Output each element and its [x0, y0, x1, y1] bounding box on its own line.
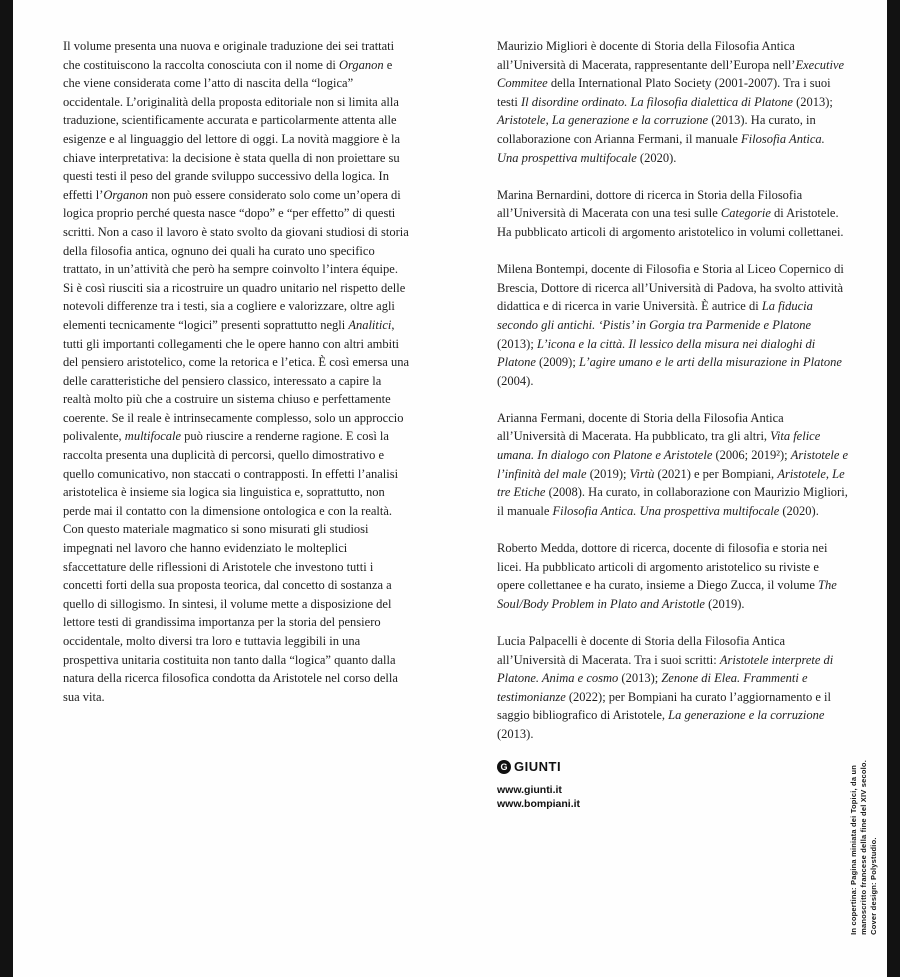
author-bios-column — [497, 37, 849, 811]
giunti-logo — [497, 758, 849, 777]
publisher-block — [497, 758, 849, 812]
bio-arianna-fermani: Arianna Fermani, docente di Storia della Filosofia Antica all’Università di Macerata. Ha pubblicato, tra gli altri, Vita felice umana. In dialogo con Platone e Aristotele (2006; 2019²); Aristotele e l’infinità del male (2019); Virtù (2021) e per Bompiani, Aristotele, Le tre Etiche (2008). Ha curato, in collaborazione con Maurizio Migliori, il manuale Filosofia Antica. Una prospettiva multifocale (2020). — [497, 410, 849, 518]
cover-edge-right — [887, 0, 900, 977]
bompiani-website: www.bompiani.it — [497, 797, 581, 810]
cover-credit-line-2: manoscritto francese della fine del XIV secolo. — [859, 760, 868, 935]
giunti-logo-icon: G — [497, 760, 511, 774]
giunti-website: www.giunti.it — [497, 784, 562, 797]
giunti-logo-text: GIUNTI — [514, 758, 562, 774]
cover-edge-left — [0, 0, 13, 977]
cover-credit-vertical-text — [849, 760, 879, 935]
volume-description-text: Il volume presenta una nuova e originale traduzione dei sei trattati che costituiscono la raccolta conosciuta con il nome di Organon e che viene considerata come l’atto di nascita della “logica” occidentale. L’originalità della proposta editoriale non si limita alla traduzione, scientificamente accurata e particolarmente attenta alle esigenze e al linguaggio del lettore di oggi. La novità maggiore è la chiave interpretativa: la decisione è stata quella di non proiettare su questi testi il peso del grande sviluppo successivo della logica. In effetti l’Organon non può essere considerato solo come un’opera di logica proprio perché questa nasce “dopo” e “per effetto” di questi scritti. Non a caso il lavoro è stato svolto da giovani studiosi di storia della filosofia antica, ognuno dei quali ha curato uno specifico trattato, in un’attività che però ha sempre coinvolto l’intera équipe. Si è così riusciti sia a ricostruire un quadro unitario nel rispetto delle notevoli differenze tra i testi, sia a cogliere e valorizzare, oltre agli elementi tecnicamente “logici” presenti soprattutto negli Analitici, tutti gli importanti collegamenti che le opere hanno con altri ambiti del pensiero aristotelico, come la retorica e l’etica. È così emersa una delle caratteristiche del pensiero classico, interessato a capire la realtà molto più che a costruire un sistema chiuso e perfettamente coerente. Se il reale è intrinsecamente complesso, solo un approccio polivalente, multifocale può riuscire a renderne ragione. E così la raccolta presenta una duplicità di percorsi, quello dimostrativo e quello comunicativo, non staccati o contrapposti. In effetti l’analisi aristotelica è insieme sia logica sia linguistica e, soprattutto, non perde mai il contatto con la dimensione ontologica e con la realtà. Con questo materiale magmatico si sono misurati gli studiosi impegnati nel lavoro che hanno evidenziato le molteplici sfaccettature delle riflessioni di Aristotele che investono tutti i concetti forti della sua proposta teorica, dal concetto di sostanza a quello di sillogismo. In sintesi, il volume mette a disposizione del lettore testi di grandissima importanza per la storia del pensiero occidentale, molto diversi tra loro e tuttavia leggibili in una prospettiva unitaria costituita non tanto dalla “logica” quanto dalla natura della ricerca filosofica condotta da Aristotele nel corso della sua vita. — [63, 39, 410, 704]
bio-lucia-palpacelli: Lucia Palpacelli è docente di Storia della Filosofia Antica all’Università di Macerata. Tra i suoi scritti: Aristotele interprete di Platone. Anima e cosmo (2013); Zenone di Elea. Frammenti e testimonianze (2022); per Bompiani ha curato l’aggiornamento e il saggio bibliografico di Aristotele, La generazione e la corruzione (2013). — [497, 634, 834, 741]
bio-maurizio-migliori: Maurizio Migliori è docente di Storia della Filosofia Antica all’Università di Macerata, rappresentante dell’Europa nell’Executive Commitee della International Plato Society (2001-2007). Tra i suoi testi Il disordine ordinato. La filosofia dialettica di Platone (2013); Aristotele, La generazione e la corruzione (2013). Ha curato, in collaborazione con Arianna Fermani, il manuale Filosofia Antica. Una prospettiva multifocale (2020). — [497, 39, 845, 165]
bio-roberto-medda: Roberto Medda, dottore di ricerca, docente di filosofia e storia nei licei. Ha pubblicato articoli di argomento aristotelico su riviste e opere collettanee e ha curato, insieme a Diego Zucca, il volume The Soul/Body Problem in Plato and Aristotle (2019). — [497, 541, 837, 611]
bio-marina-bernardini: Marina Bernardini, dottore di ricerca in Storia della Filosofia all’Università di Macerata con una tesi sulle Categorie di Aristotele. Ha pubblicato articoli di argomento aristotelico in volumi collettanei. — [497, 187, 844, 239]
publisher-websites — [497, 784, 849, 811]
volume-description-column — [63, 37, 411, 706]
cover-credit-line-1: In copertina: Pagina miniata dei Topici, da un — [849, 765, 858, 935]
bio-milena-bontempi: Milena Bontempi, docente di Filosofia e Storia al Liceo Copernico di Brescia, Dottore di ricerca all’Università di Padova, ha svolto attività didattica e di ricerca in varie Università. È autrice di La fiducia secondo gli antichi. ‘Pistis’ in Gorgia tra Parmenide e Platone (2013); L’icona e la città. Il lessico della misura nei dialoghi di Platone (2009); L’agire umano e le arti della misurazione in Platone (2004). — [497, 262, 844, 388]
cover-credit-line-3: Cover design: Polystudio. — [869, 837, 878, 935]
